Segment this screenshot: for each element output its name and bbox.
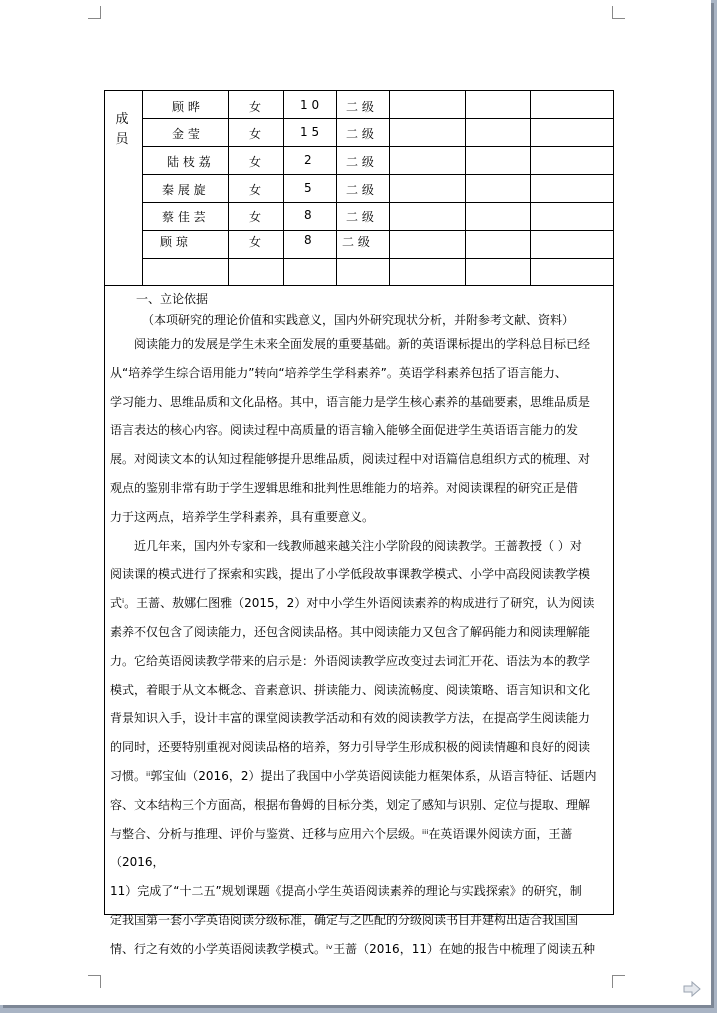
member-level: 二 级 [346, 183, 374, 197]
body-line: 容、文本结构三个方面高，根据布鲁姆的目标分类，划定了感知与识别、定位与提取、理解 [110, 797, 591, 812]
member-years: 1 0 [300, 98, 320, 112]
body-line: 阅读能力的发展是学生未来全面发展的重要基础。新的英语课标提出的学科总目标已经 [110, 337, 591, 351]
member-level: 二 级 [342, 235, 370, 249]
member-years: 5 [304, 181, 312, 195]
body-line: 定我国第一套小学英语阅读分级标准，确定与之匹配的分级阅读书目并建构出适合我国国 [110, 912, 579, 927]
member-level: 二 级 [346, 127, 374, 141]
body-line: 与整合、分析与推理、评价与鉴赏、迁移与应用六个层级。ⁱⁱⁱ在英语课外阅读方面，王蔷（2016， [110, 826, 573, 870]
member-gender: 女 [249, 127, 262, 141]
body-line: 素养不仅包含了阅读能力，还包含阅读品格。其中阅读能力又包含了解码能力和阅读理解能 [110, 624, 591, 639]
body-line: 力。它给英语阅读教学带来的启示是：外语阅读教学应改变过去词汇开花、语法为本的教学 [110, 653, 591, 668]
crop-mark [612, 6, 625, 19]
body-line: 展。对阅读文本的认知过程能够提升思维品质，阅读过程中对语篇信息组织方式的梳理、对 [110, 452, 591, 467]
section-heading: 一、立论依据 [136, 292, 209, 306]
member-gender: 女 [249, 100, 262, 114]
section-note: （本项研究的理论价值和实践意义，国内外研究现状分析，并附参考文献、资料） [142, 313, 575, 327]
member-name: 蔡 佳 芸 [162, 210, 206, 224]
body-line: 习惯。ⁱⁱ郭宝仙（2016，2）提出了我国中小学英语阅读能力框架体系，从语言特征、话题内 [110, 768, 597, 783]
member-years: 1 5 [300, 125, 320, 139]
body-line: 学习能力、思维品质和文化品格。其中，语言能力是学生核心素养的基础要素，思维品质是 [110, 394, 591, 409]
body-line: 的同时，还要特别重视对阅读品格的培养，努力引导学生形成积极的阅读情趣和良好的阅读 [110, 740, 591, 755]
member-name: 顾 琼 [160, 235, 188, 249]
body-line: 观点的鉴别非常有助于学生逻辑思维和批判性思维能力的培养。对阅读课程的研究正是借 [110, 480, 579, 495]
body-line: 式ⁱ。王蔷、敖娜仁图雅（2015，2）对中小学生外语阅读素养的构成进行了研究，认为阅读 [110, 596, 595, 611]
member-gender: 女 [249, 183, 262, 197]
body-line: 阅读课的模式进行了探索和实践，提出了小学低段故事课教学模式、小学中高段阅读教学模 [110, 567, 591, 582]
members-label: 成员 [115, 112, 129, 147]
crop-mark [88, 6, 101, 19]
member-years: 8 [304, 233, 312, 247]
member-gender: 女 [249, 155, 262, 169]
member-years: 2 [304, 153, 312, 167]
member-years: 8 [304, 208, 312, 222]
body-line: 情、行之有效的小学英语阅读教学模式。ⁱᵛ王蔷（2016，11）在她的报告中梳理了阅读五种 [110, 941, 595, 956]
body-line: 语言表达的核心内容。阅读过程中高质量的语言输入能够全面促进学生英语语言能力的发 [110, 423, 579, 438]
body-line: 11）完成了“十二五”规划课题《提高小学生英语阅读素养的理论与实践探索》的研究，制 [110, 884, 582, 899]
member-name: 秦 展 旋 [162, 183, 206, 197]
body-line: 近几年来，国内外专家和一线教师越来越关注小学阶段的阅读教学。王蔷教授（ ）对 [110, 538, 582, 553]
member-gender: 女 [249, 235, 262, 249]
member-name: 陆 枝 荔 [167, 155, 211, 169]
member-name: 顾 晔 [172, 100, 200, 114]
body-line: 模式，着眼于从文本概念、音素意识、拼读能力、阅读流畅度、阅读策略、语言知识和文化 [110, 682, 591, 697]
member-level: 二 级 [346, 100, 374, 114]
member-gender: 女 [249, 210, 262, 224]
body-text [110, 330, 610, 964]
next-page-arrow-icon[interactable] [682, 980, 702, 998]
crop-mark [88, 975, 101, 988]
member-level: 二 级 [346, 155, 374, 169]
crop-mark [612, 975, 625, 988]
member-name: 金 莹 [172, 127, 200, 141]
member-level: 二 级 [346, 210, 374, 224]
body-line: 背景知识入手，设计丰富的课堂阅读教学活动和有效的阅读教学方法，在提高学生阅读能力 [110, 711, 591, 726]
body-line: 从“培养学生综合语用能力”转向“培养学生学科素养”。英语学科素养包括了语言能力、 [110, 365, 567, 380]
body-line: 力于这两点，培养学生学科素养，具有重要意义。 [110, 509, 375, 524]
